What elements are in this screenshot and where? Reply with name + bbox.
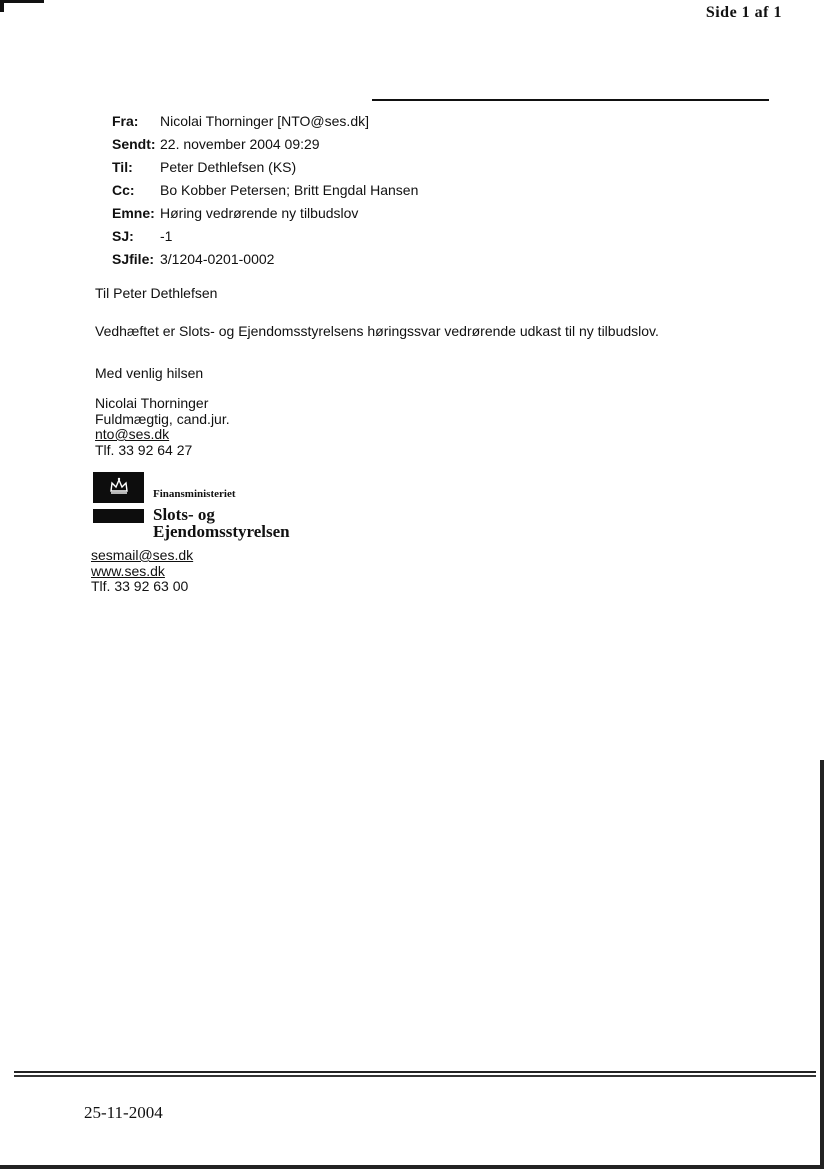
crown-icon (109, 476, 129, 496)
agency-phone: Tlf. 33 92 63 00 (91, 578, 189, 594)
signature-email-link[interactable]: nto@ses.dk (95, 426, 170, 442)
frame-edge-top (0, 0, 44, 3)
header-row-sj (112, 225, 418, 248)
logo-agency (153, 506, 290, 540)
header-value: 3/1204-0201-0002 (160, 251, 275, 267)
logo-agency-line1: Slots- og (153, 505, 215, 524)
header-label: Sendt: (112, 136, 156, 152)
header-row-cc (112, 179, 418, 202)
header-label: Til: (112, 159, 133, 175)
signature-phone: Tlf. 33 92 64 27 (95, 441, 193, 458)
crest-box (93, 472, 144, 503)
header-row-sent (112, 133, 418, 156)
page-number: Side 1 af 1 (705, 4, 782, 21)
agency-contact (91, 548, 193, 595)
header-row-from (112, 110, 418, 133)
header-value: -1 (160, 228, 173, 244)
header-row-subject (112, 202, 418, 225)
header-label: Emne: (112, 205, 155, 221)
header-row-sjfile (112, 248, 418, 271)
header-row-to (112, 156, 418, 179)
signature-name: Nicolai Thorninger (95, 395, 209, 411)
frame-edge-right (820, 760, 824, 1169)
signature-title: Fuldmægtig, cand.jur. (95, 410, 230, 427)
logo-agency-line2: Ejendomsstyrelsen (153, 522, 290, 541)
logo-bar (93, 509, 144, 523)
footer-divider-secondary (14, 1075, 816, 1077)
closing: Med venlig hilsen (95, 365, 204, 381)
signature (95, 396, 230, 458)
header-label: Cc: (112, 182, 135, 198)
header-label: Fra: (112, 113, 139, 129)
header-value: Nicolai Thorninger [NTO@ses.dk] (160, 113, 369, 129)
frame-edge-bottom (0, 1165, 824, 1169)
header-label: SJfile: (112, 251, 155, 267)
email-header (112, 110, 418, 271)
header-value: Peter Dethlefsen (KS) (160, 159, 297, 175)
greeting: Til Peter Dethlefsen (95, 285, 218, 301)
footer-divider (14, 1071, 816, 1073)
header-value: Høring vedrørende ny tilbudslov (160, 205, 359, 221)
header-value: Bo Kobber Petersen; Britt Engdal Hansen (160, 182, 419, 198)
agency-web-link[interactable]: www.ses.dk (91, 562, 165, 579)
header-divider (372, 99, 769, 101)
logo-ministry: Finansministeriet (153, 488, 236, 500)
header-value: 22. november 2004 09:29 (160, 136, 320, 152)
agency-email-link[interactable]: sesmail@ses.dk (91, 547, 194, 563)
print-date: 25-11-2004 (84, 1103, 163, 1122)
header-label: SJ: (112, 228, 134, 244)
message-text: Vedhæftet er Slots- og Ejendomsstyrelsens høringssvar vedrørende udkast til ny tilbudslov. (95, 323, 659, 339)
